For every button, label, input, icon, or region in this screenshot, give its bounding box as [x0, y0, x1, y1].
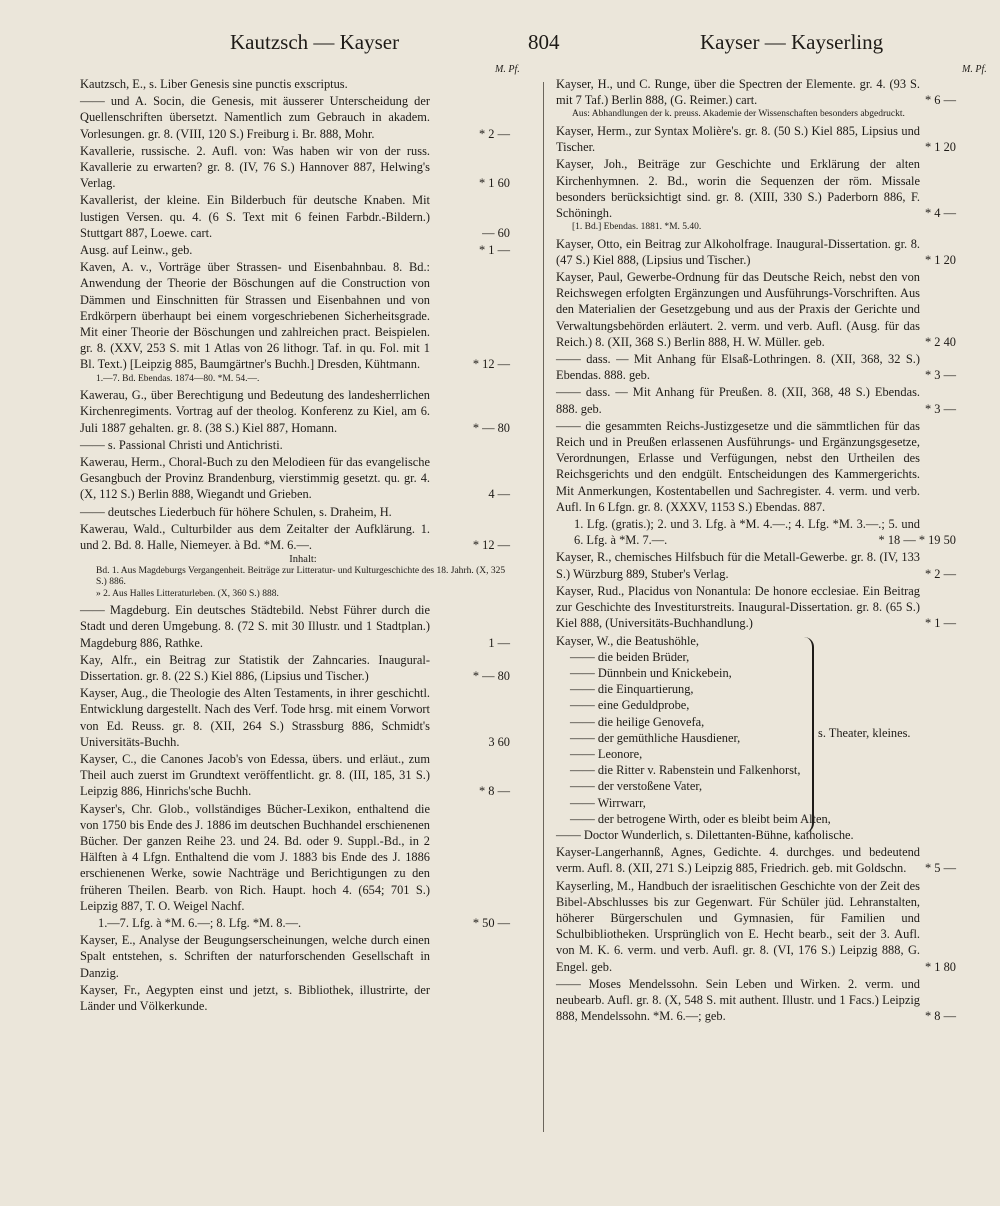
- entry-text: Kayser, H., und C. Runge, über die Spectren der Elemente. gr. 4. (93 S. mit 7 Taf.) Berlin 888, (G. Reimer.) cart.: [556, 77, 920, 108]
- entry-text: Kawerau, Herm., Choral-Buch zu den Melodieen für das evangelische Gesangbuch der Provinz Brandenburg, vierstimmig gesetzt. qu. gr. 4. (X, 112 S.) Berlin 888, Wiegandt und Grieben.: [80, 454, 430, 502]
- entry-text: —— dass. — Mit Anhang für Preußen. 8. (XII, 368, 48 S.) Ebendas. 888. geb.: [556, 385, 920, 416]
- catalog-entry: [572, 222, 956, 234]
- entry-price: * 12 —: [472, 357, 510, 372]
- page-number: 804: [528, 30, 560, 54]
- entry-price: * 1 —: [925, 616, 956, 631]
- theater-title: —— die Einquartierung,: [570, 682, 694, 697]
- catalog-entry: [80, 751, 510, 800]
- catalog-entry: [556, 418, 956, 515]
- theater-title: —— Wirrwarr,: [570, 795, 646, 810]
- catalog-entry: [556, 844, 956, 876]
- catalog-entry: [80, 915, 510, 931]
- entry-text: 1.—7. Lfg. à *M. 6.—; 8. Lfg. *M. 8.—.: [98, 916, 302, 931]
- entry-text: Kayser, C., die Canones Jacob's von Edessa, übers. und erläut., zum Theil auch zuerst im Grundtext veröffentlicht. gr. 8. (III, 185, 31 S.) Leipzig 886, Hinrichs'sche Buchh.: [80, 752, 430, 799]
- entry-text: Kayser, R., chemisches Hilfsbuch für die Metall-Gewerbe. gr. 8. (IV, 133 S.) Würzburg 889, Stuber's Verlag.: [556, 550, 920, 581]
- entry-price: * 6 —: [925, 93, 956, 108]
- theater-title: —— eine Geduldprobe,: [570, 698, 690, 713]
- catalog-entry: [80, 143, 510, 192]
- theater-title: —— der betrogene Wirth, oder es bleibt beim Alten,: [570, 811, 831, 826]
- entry-price: * — 80: [472, 420, 510, 435]
- catalog-entry: [556, 976, 956, 1025]
- entry-text: —— Moses Mendelssohn. Sein Leben und Wirken. 2. verm. und neubearb. Aufl. gr. 8. (X, 548 S. mit authent. Illustr. und 1 Facs.) Leipzig 888, Mendelssohn. *M. 6.—; geb.: [556, 976, 920, 1024]
- header-right: Kayser — Kayserling: [700, 30, 884, 54]
- entry-price: — 60: [482, 225, 510, 240]
- entry-text: Kavallerist, der kleine. Ein Bilderbuch für deutsche Knaben. Mit lustigen Versen. qu. 4. (6 S. Text mit 6 feinen Farbdr.-Bildern.) Stuttgart 887, Loewe. cart.: [80, 193, 430, 240]
- left-entry-list: [80, 76, 510, 553]
- entry-text: Kay, Alfr., ein Beitrag zur Statistik der Zahncaries. Inaugural-Dissertation. gr. 8. (22 S.) Kiel 886, (Lipsius und Tischer.): [80, 652, 430, 683]
- entry-text: 1.—7. Bd. Ebendas. 1874—80. *M. 54.—.: [96, 373, 260, 384]
- entry-price: * — 80: [472, 669, 510, 683]
- entry-price: 4 —: [488, 487, 510, 502]
- inhalt-label: Inhalt:: [289, 554, 317, 566]
- entry-text: —— und A. Socin, die Genesis, mit äusserer Unterscheidung der Quellenschriften übersetzt. Namentlich zum Gebrauch in akadem. Vorlesungen. gr. 8. (VIII, 120 S.) Freiburg i. Br. 888, Mohr.: [80, 94, 430, 141]
- catalog-entry: [572, 109, 956, 121]
- entry-text: —— Doctor Wunderlich, s. Dilettanten-Bühne, katholische.: [556, 827, 854, 842]
- entry-text: —— dass. — Mit Anhang für Elsaß-Lothringen. 8. (XII, 368, 32 S.) Ebendas. 888. geb.: [556, 352, 920, 383]
- theater-title: —— der gemüthliche Hausdiener,: [570, 730, 741, 745]
- catalog-entry: [80, 454, 510, 503]
- catalog-entry: [556, 516, 956, 548]
- entry-price: 1 —: [488, 635, 510, 650]
- entry-text: Aus: Abhandlungen der k. preuss. Akademie der Wissenschaften besonders abgedruckt.: [572, 109, 905, 120]
- catalog-entry: [80, 521, 510, 553]
- catalog-entry: [80, 93, 510, 142]
- catalog-entry: [556, 384, 956, 416]
- entry-price: * 1 20: [925, 140, 956, 155]
- entry-price: * 5 —: [925, 861, 956, 876]
- entry-price: 3 60: [488, 734, 510, 749]
- catalog-entry: [556, 236, 956, 268]
- entry-text: Kayser, E., Analyse der Beugungserscheinungen, welche durch einen Spalt entstehen, s. Schriften der naturforschenden Gesellschaft in Danzig.: [80, 933, 430, 980]
- right-entry-list: [556, 76, 956, 632]
- entry-text: —— Magdeburg. Ein deutsches Städtebild. Nebst Führer durch die Stadt und deren Umgebung. 8. (72 S. mit 30 Illustr. und 1 Stadtplan.) Magdeburg 886, Rathke.: [80, 603, 430, 650]
- theater-title: —— die Ritter v. Rabenstein und Falkenhorst,: [570, 763, 801, 778]
- catalog-entry: [80, 504, 510, 520]
- grouping-brace: [804, 637, 814, 833]
- entry-price: * 1 80: [925, 959, 956, 974]
- entry-price: * 1 60: [479, 176, 510, 191]
- right-column: [556, 76, 956, 1025]
- theater-title: —— der verstoßene Vater,: [570, 779, 703, 794]
- catalog-entry: [80, 259, 510, 372]
- entry-text: Kayser, Paul, Gewerbe-Ordnung für das Deutsche Reich, nebst den von Reichswegen erfolgten Ergänzungen und Ausführungs-Vorschriften. Aus den Materialien der Gesetzgebung und aus der Praxis der Gerichte und Verwaltungsbehörden erläutert. 2. verm. und verb. Aufl. (Ausg. für das Reich.) 8. (XII, 368 S.) Berlin 888, H. W. Müller. geb.: [556, 270, 920, 349]
- entry-price: * 4 —: [925, 205, 956, 220]
- entry-price: * 18 — * 19 50: [878, 533, 956, 548]
- catalog-entry: [556, 156, 956, 221]
- entry-text: Kayser, Joh., Beiträge zur Geschichte und Erklärung der alten Kirchenhymnen. 2. Bd., worin die Sequenzen der röm. Missale besonders berücksichtigt sind. gr. 8. (XIII, 330 S.) Paderborn 886, F. Schöningh.: [556, 157, 920, 220]
- price-column-head-left: M. Pf.: [495, 64, 520, 75]
- entry-text: Kautzsch, E., s. Liber Genesis sine punctis exscriptus.: [80, 77, 348, 91]
- entry-text: Kaven, A. v., Vorträge über Strassen- und Eisenbahnbau. 8. Bd.: Anwendung der Theorie der Böschungen auf die Construction von Dämmen und Einschnitten für Strassen und Eisenbahnen und von Erdkörpern überhaupt bei einem vorgeschriebenen Sicherheitsgrade. Mit einer Theorie der Böschungen und zahlreichen pract. Beispielen. gr. 8. (XXV, 253 S. mit 1 Atlas von 26 lithogr. Taf. in qu. Fol. mit 1 Bl. Text.) [Leipzig 885, Baumgärtner's Buchh.] Dresden, Kühtmann.: [80, 260, 430, 372]
- catalog-entry: [80, 982, 510, 1014]
- catalog-entry: [80, 242, 510, 258]
- entry-price: * 2 —: [925, 566, 956, 581]
- entry-text: Ausg. auf Leinw., geb.: [80, 243, 193, 258]
- entry-text: —— deutsches Liederbuch für höhere Schulen, s. Draheim, H.: [80, 504, 392, 519]
- entry-price: * 1 20: [925, 252, 956, 267]
- theater-reference: s. Theater, kleines.: [818, 725, 911, 740]
- price-column-head-right: M. Pf.: [962, 64, 987, 75]
- entry-price: * 2 40: [925, 334, 956, 349]
- entry-text: —— s. Passional Christi und Antichristi.: [80, 437, 283, 452]
- entry-text: —— die gesammten Reichs-Justizgesetze und die sämmtlichen für das Reich und in Preußen erlassenen Ausführungs- und Ergänzungsgesetze, Verordnungen, Erlasse und Verfügungen, nebst den Urtheilen des Reichsgerichts und den endgült. Entscheidungen des Kammergerichts. Mit Anmerkungen, Kostentabellen und Sachregister. 4. verm. und verb. Aufl. In 6 Lfgn. gr. 8. (XXXV, 1153 S.) Ebendas. 887.: [556, 418, 920, 514]
- catalog-entry: [80, 192, 510, 241]
- entry-text: Kawerau, G., über Berechtigung und Bedeutung des landesherrlichen Kirchenregiments. Vortrag auf der theolog. Konferenz zu Kiel, am 6. Juli 1887 gehalten. gr. 8. (38 S.) Kiel 887, Homann.: [80, 388, 430, 435]
- entry-text: Kayser, Otto, ein Beitrag zur Alkoholfrage. Inaugural-Dissertation. gr. 8. (47 S.) Kiel 888, (Lipsius und Tischer.): [556, 236, 920, 267]
- right-entry-list-2: [556, 827, 956, 1024]
- inhalt-line: » 2. Aus Halles Litteraturleben. (X, 360 S.) 888.: [96, 588, 279, 599]
- column-divider: [543, 82, 544, 1132]
- catalog-entry: [80, 652, 510, 684]
- theater-title: —— die heilige Genovefa,: [570, 714, 705, 729]
- catalog-entry: [556, 878, 956, 975]
- theater-head: Kayser, W., die Beatushöhle,: [556, 633, 699, 648]
- catalog-entry: [96, 374, 510, 386]
- entry-text: Kayser, Rud., Placidus von Nonantula: De honore ecclesiae. Ein Beitrag zur Geschichte des Investiturstreits. Inaugural-Dissertation. gr. 8. (65 S.) Kiel 888, (Universitäts-Buchhandlung.): [556, 583, 920, 631]
- entry-text: Kayser's, Chr. Glob., vollständiges Bücher-Lexikon, enthaltend die von 1750 bis Ende des J. 1886 im deutschen Buchhandel erschienenen Bücher. Der ganzen Reihe 23. und 24. Bd. oder 9. Suppl.-Bd., in 2 Hälften à 4 Lfgn. Enthaltend die vom J. 1883 bis Ende des J. 1886 erschienenen Werke, sowie Nachträge und Berichtigungen zu den früheren Theilen. Bearb. von Rich. Haupt. hoch 4. (654; 701 S.) Leipzig 887, T. O. Weigel Nachf.: [80, 801, 430, 913]
- entry-text: 1. Lfg. (gratis.); 2. und 3. Lfg. à *M. 4.—.; 4. Lfg. *M. 3.—.; 5. und 6. Lfg. à *M. 7.—.: [574, 517, 920, 548]
- catalog-entry: [556, 269, 956, 350]
- entry-text: Kayserling, M., Handbuch der israelitischen Geschichte von der Zeit des Bibel-Abschlusses bis zur Gegenwart. Für Schüler jüd. Lehranstalten, höherer Bürgerschulen und Gymnasien, für Familien und Schulbibliotheken. Ursprünglich von E. Hecht bearb., seit der 3. Aufl. von M. K. 6. verm. und verb. Aufl. gr. 8. (VI, 176 S.) Leipzig 888, G. Engel. geb.: [556, 878, 920, 974]
- catalog-entry: [80, 602, 510, 651]
- entry-text: Kayser-Langerhannß, Agnes, Gedichte. 4. durchges. und bedeutend verm. Aufl. 8. (XII, 271 S.) Leipzig 885, Friedrich. geb. mit Goldschn.: [556, 845, 920, 876]
- catalog-entry: [80, 932, 510, 981]
- entry-text: Kayser, Herm., zur Syntax Molière's. gr. 8. (50 S.) Kiel 885, Lipsius und Tischer.: [556, 123, 920, 155]
- inhalt-line: Bd. 1. Aus Magdeburgs Vergangenheit. Beiträge zur Litteratur- und Kulturgeschichte des 18. Jahrh. (X, 325 S.) 886.: [96, 565, 506, 588]
- entry-text: Kayser, Aug., die Theologie des Alten Testaments, in ihrer geschichtl. Entwicklung dargestellt. Nach des Verf. Tode hrsg. mit einem Vorwort von Ed. Reuss. gr. 8. (XII, 264 S.) Strassburg 886, Schmidt's Universitäts-Buchh.: [80, 686, 430, 749]
- inhalt-block: [96, 554, 510, 600]
- entry-text: Kayser, Fr., Aegypten einst und jetzt, s. Bibliothek, illustrirte, der Länder und Völkerkunde.: [80, 982, 430, 1014]
- catalog-entry: [556, 827, 956, 843]
- entry-price: * 8 —: [479, 784, 510, 799]
- header-left: Kautzsch — Kayser: [230, 30, 400, 54]
- catalog-entry: [80, 76, 510, 92]
- catalog-entry: [556, 549, 956, 581]
- catalog-entry: [80, 801, 510, 914]
- entry-price: * 3 —: [925, 401, 956, 416]
- catalog-entry: [556, 351, 956, 383]
- theater-title: —— Leonore,: [570, 746, 643, 761]
- catalog-entry: [80, 685, 510, 750]
- catalog-entry: [80, 437, 510, 453]
- entry-text: [1. Bd.] Ebendas. 1881. *M. 5.40.: [572, 222, 702, 233]
- theater-group: [556, 633, 956, 827]
- catalog-entry: [556, 583, 956, 632]
- left-column: [80, 76, 510, 1015]
- entry-price: * 12 —: [472, 537, 510, 552]
- entry-text: Kawerau, Wald., Culturbilder aus dem Zeitalter der Aufklärung. 1. und 2. Bd. 8. Halle, Niemeyer. à Bd. *M. 6.—.: [80, 521, 430, 552]
- entry-price: * 3 —: [925, 368, 956, 383]
- entry-price: * 1 —: [479, 243, 510, 258]
- theater-title: —— die beiden Brüder,: [570, 649, 690, 664]
- catalog-entry: [556, 123, 956, 155]
- entry-text: Kavallerie, russische. 2. Aufl. von: Was haben wir von der russ. Kavallerie zu erwarten? gr. 8. (IV, 76 S.) Hannover 887, Helwing's Verlag.: [80, 143, 430, 191]
- theater-title: —— Dünnbein und Knickebein,: [570, 665, 732, 680]
- catalog-entry: [556, 76, 956, 108]
- entry-price: * 2 —: [479, 126, 510, 141]
- catalog-entry: [80, 387, 510, 436]
- entry-price: * 8 —: [925, 1009, 956, 1024]
- entry-price: * 50 —: [472, 916, 510, 931]
- left-entry-list-2: [80, 602, 510, 1014]
